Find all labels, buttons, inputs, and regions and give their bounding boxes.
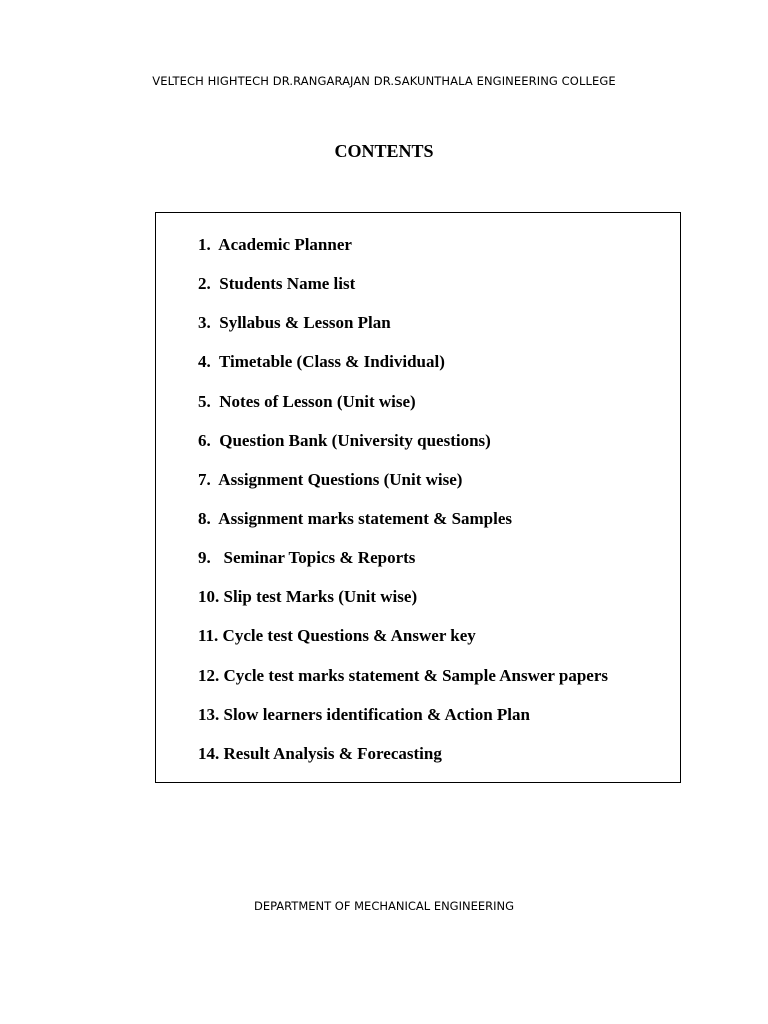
contents-item: 8. Assignment marks statement & Samples xyxy=(198,509,513,528)
contents-item: 4. Timetable (Class & Individual) xyxy=(198,352,445,371)
contents-item: 11. Cycle test Questions & Answer key xyxy=(198,626,476,645)
contents-item: 1. Academic Planner xyxy=(198,235,352,254)
contents-item: 9. Seminar Topics & Reports xyxy=(198,548,416,567)
contents-item: 14. Result Analysis & Forecasting xyxy=(198,744,442,763)
contents-box xyxy=(155,212,681,783)
contents-item: 2. Students Name list xyxy=(198,274,356,293)
contents-item: 10. Slip test Marks (Unit wise) xyxy=(198,587,418,606)
contents-item: 3. Syllabus & Lesson Plan xyxy=(198,313,391,332)
college-header: VELTECH HIGHTECH DR.RANGARAJAN DR.SAKUNTHALA ENGINEERING COLLEGE xyxy=(152,74,616,88)
page-title: CONTENTS xyxy=(334,141,434,161)
contents-item: 5. Notes of Lesson (Unit wise) xyxy=(198,392,416,411)
contents-item: 7. Assignment Questions (Unit wise) xyxy=(198,470,463,489)
contents-item: 13. Slow learners identification & Action Plan xyxy=(198,705,530,724)
department-footer: DEPARTMENT OF MECHANICAL ENGINEERING xyxy=(253,899,515,913)
contents-item: 12. Cycle test marks statement & Sample Answer papers xyxy=(198,666,608,685)
contents-item: 6. Question Bank (University questions) xyxy=(198,431,491,450)
